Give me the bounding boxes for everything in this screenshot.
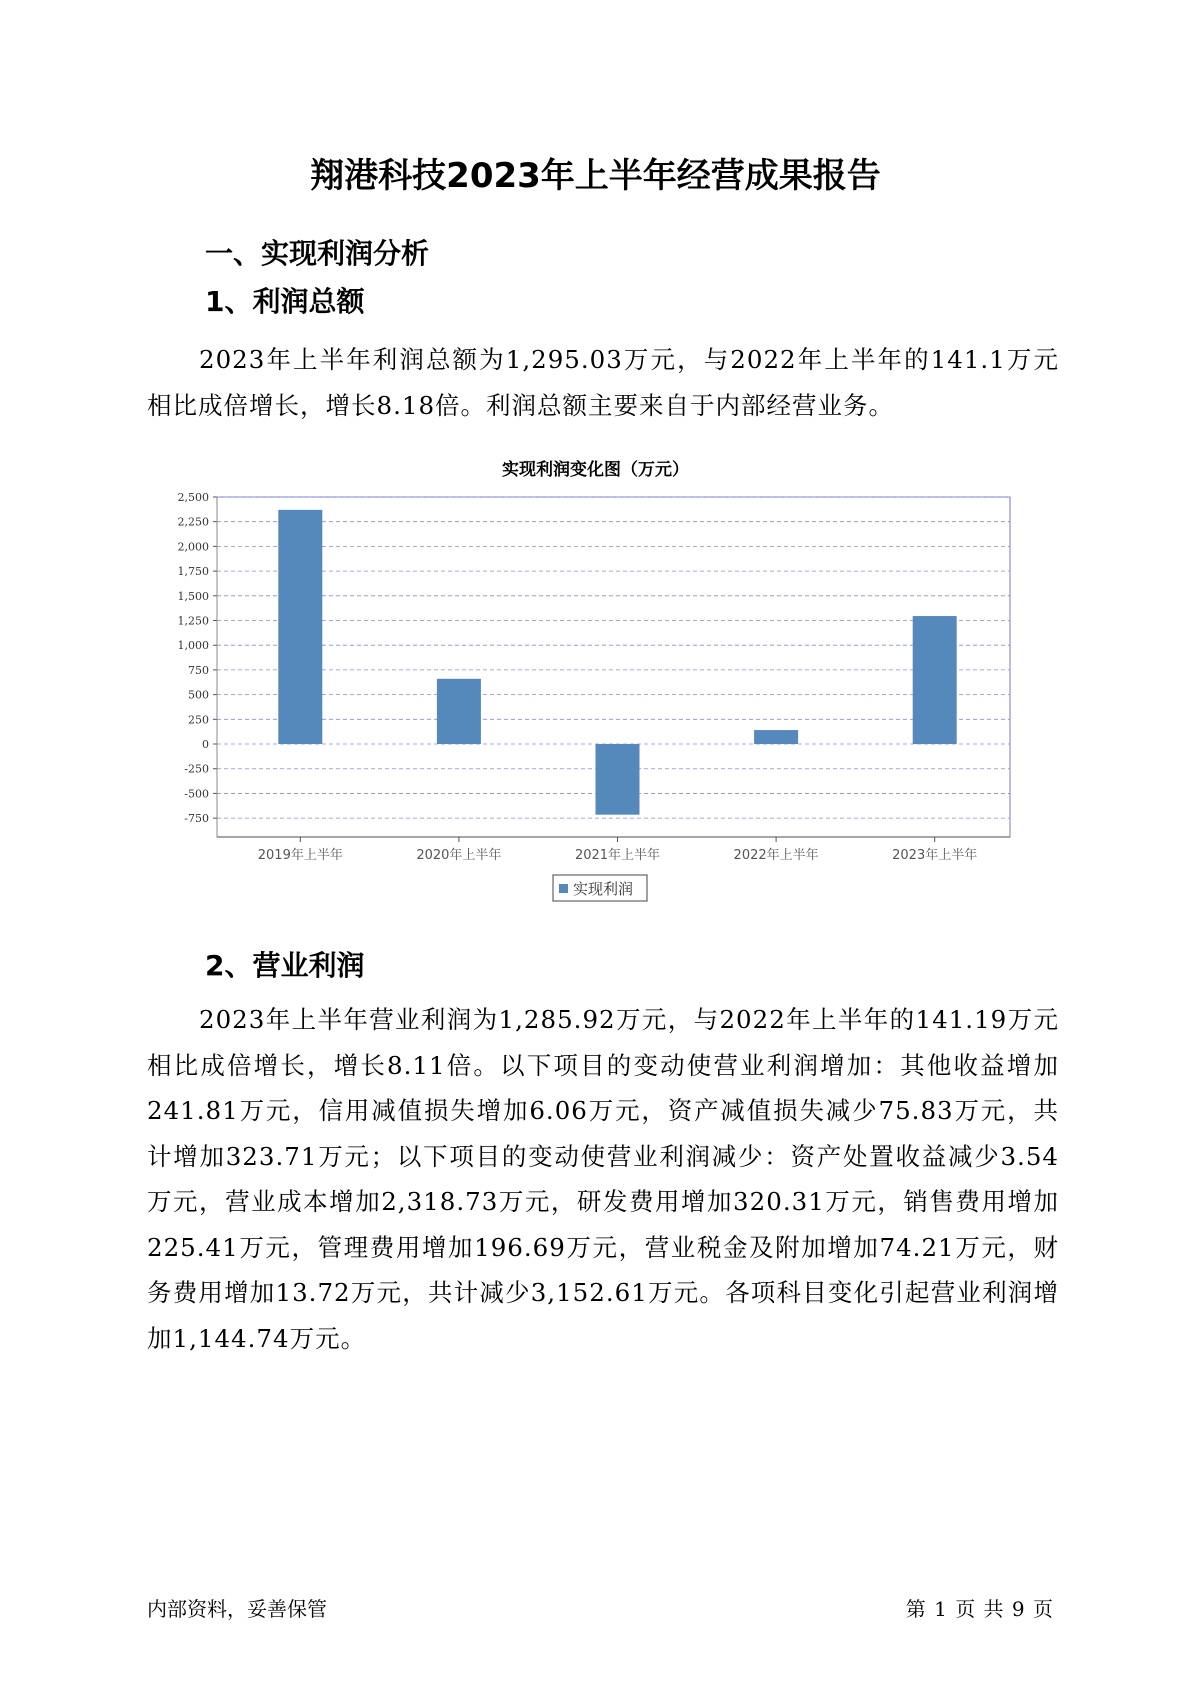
y-tick-label: 0 bbox=[202, 738, 209, 752]
y-tick-label: -750 bbox=[184, 812, 209, 826]
paragraph-operating-profit: 2023年上半年营业利润为1,285.92万元，与2022年上半年的141.19万元相比成倍增长，增长8.11倍。以下项目的变动使营业利润增加：其他收益增加241.81万元，信用减值损失增加6.06万元，资产减值损失减少75.83万元，共计增加323.71万元；以下项目的变动使营业利润减少：资产处置收益减少3.54万元，营业成本增加2,318.73万元，研发费用增加320.31万元，销售费用增加225.41万元，管理费用增加196.69万元，营业税金及附加增加74.21万元，财务费用增加13.72万元，共计减少3,152.61万元。各项科目变化引起营业利润增加1,144.74万元。 bbox=[147, 1005, 1059, 1353]
x-tick-label: 2023年上半年 bbox=[892, 848, 978, 863]
paragraph-total-profit: 2023年上半年利润总额为1,295.03万元，与2022年上半年的141.1万元相比成倍增长，增长8.18倍。利润总额主要来自于内部经营业务。 bbox=[147, 345, 1059, 420]
chart-title: 实现利润变化图（万元） bbox=[502, 460, 689, 480]
legend-label: 实现利润 bbox=[573, 880, 634, 898]
bar bbox=[754, 730, 798, 744]
y-tick-label: 1,250 bbox=[177, 614, 209, 628]
page-title: 翔港科技2023年上半年经营成果报告 bbox=[310, 156, 881, 196]
bar bbox=[913, 616, 957, 744]
x-tick-label: 2022年上半年 bbox=[733, 848, 819, 863]
bar bbox=[596, 744, 640, 815]
y-tick-label: 1,500 bbox=[177, 589, 209, 603]
y-tick-label: 1,750 bbox=[177, 565, 209, 579]
subheading-total-profit: 1、利润总额 bbox=[205, 285, 365, 318]
x-tick-label: 2020年上半年 bbox=[416, 848, 502, 863]
y-tick-label: 2,500 bbox=[177, 491, 209, 504]
y-tick-label: 2,250 bbox=[177, 515, 209, 529]
y-tick-label: 250 bbox=[188, 713, 209, 727]
y-tick-label: -500 bbox=[184, 787, 209, 801]
y-tick-label: 750 bbox=[188, 663, 209, 677]
y-tick-label: 500 bbox=[188, 688, 209, 702]
subheading-operating-profit: 2、营业利润 bbox=[205, 949, 365, 982]
y-tick-label: 1,000 bbox=[177, 639, 209, 653]
x-tick-label: 2021年上半年 bbox=[574, 848, 661, 863]
footer-confidential-note: 内部资料，妥善保管 bbox=[147, 1597, 327, 1621]
bar bbox=[437, 679, 481, 744]
y-tick-label: -250 bbox=[184, 762, 209, 776]
section-heading-profit-analysis: 一、实现利润分析 bbox=[205, 237, 430, 270]
bar bbox=[278, 510, 322, 744]
x-tick-label: 2019年上半年 bbox=[257, 848, 343, 863]
legend-swatch bbox=[559, 884, 568, 893]
footer-page-number: 第 1 页 共 9 页 bbox=[905, 1597, 1054, 1621]
y-tick-label: 2,000 bbox=[177, 540, 209, 554]
